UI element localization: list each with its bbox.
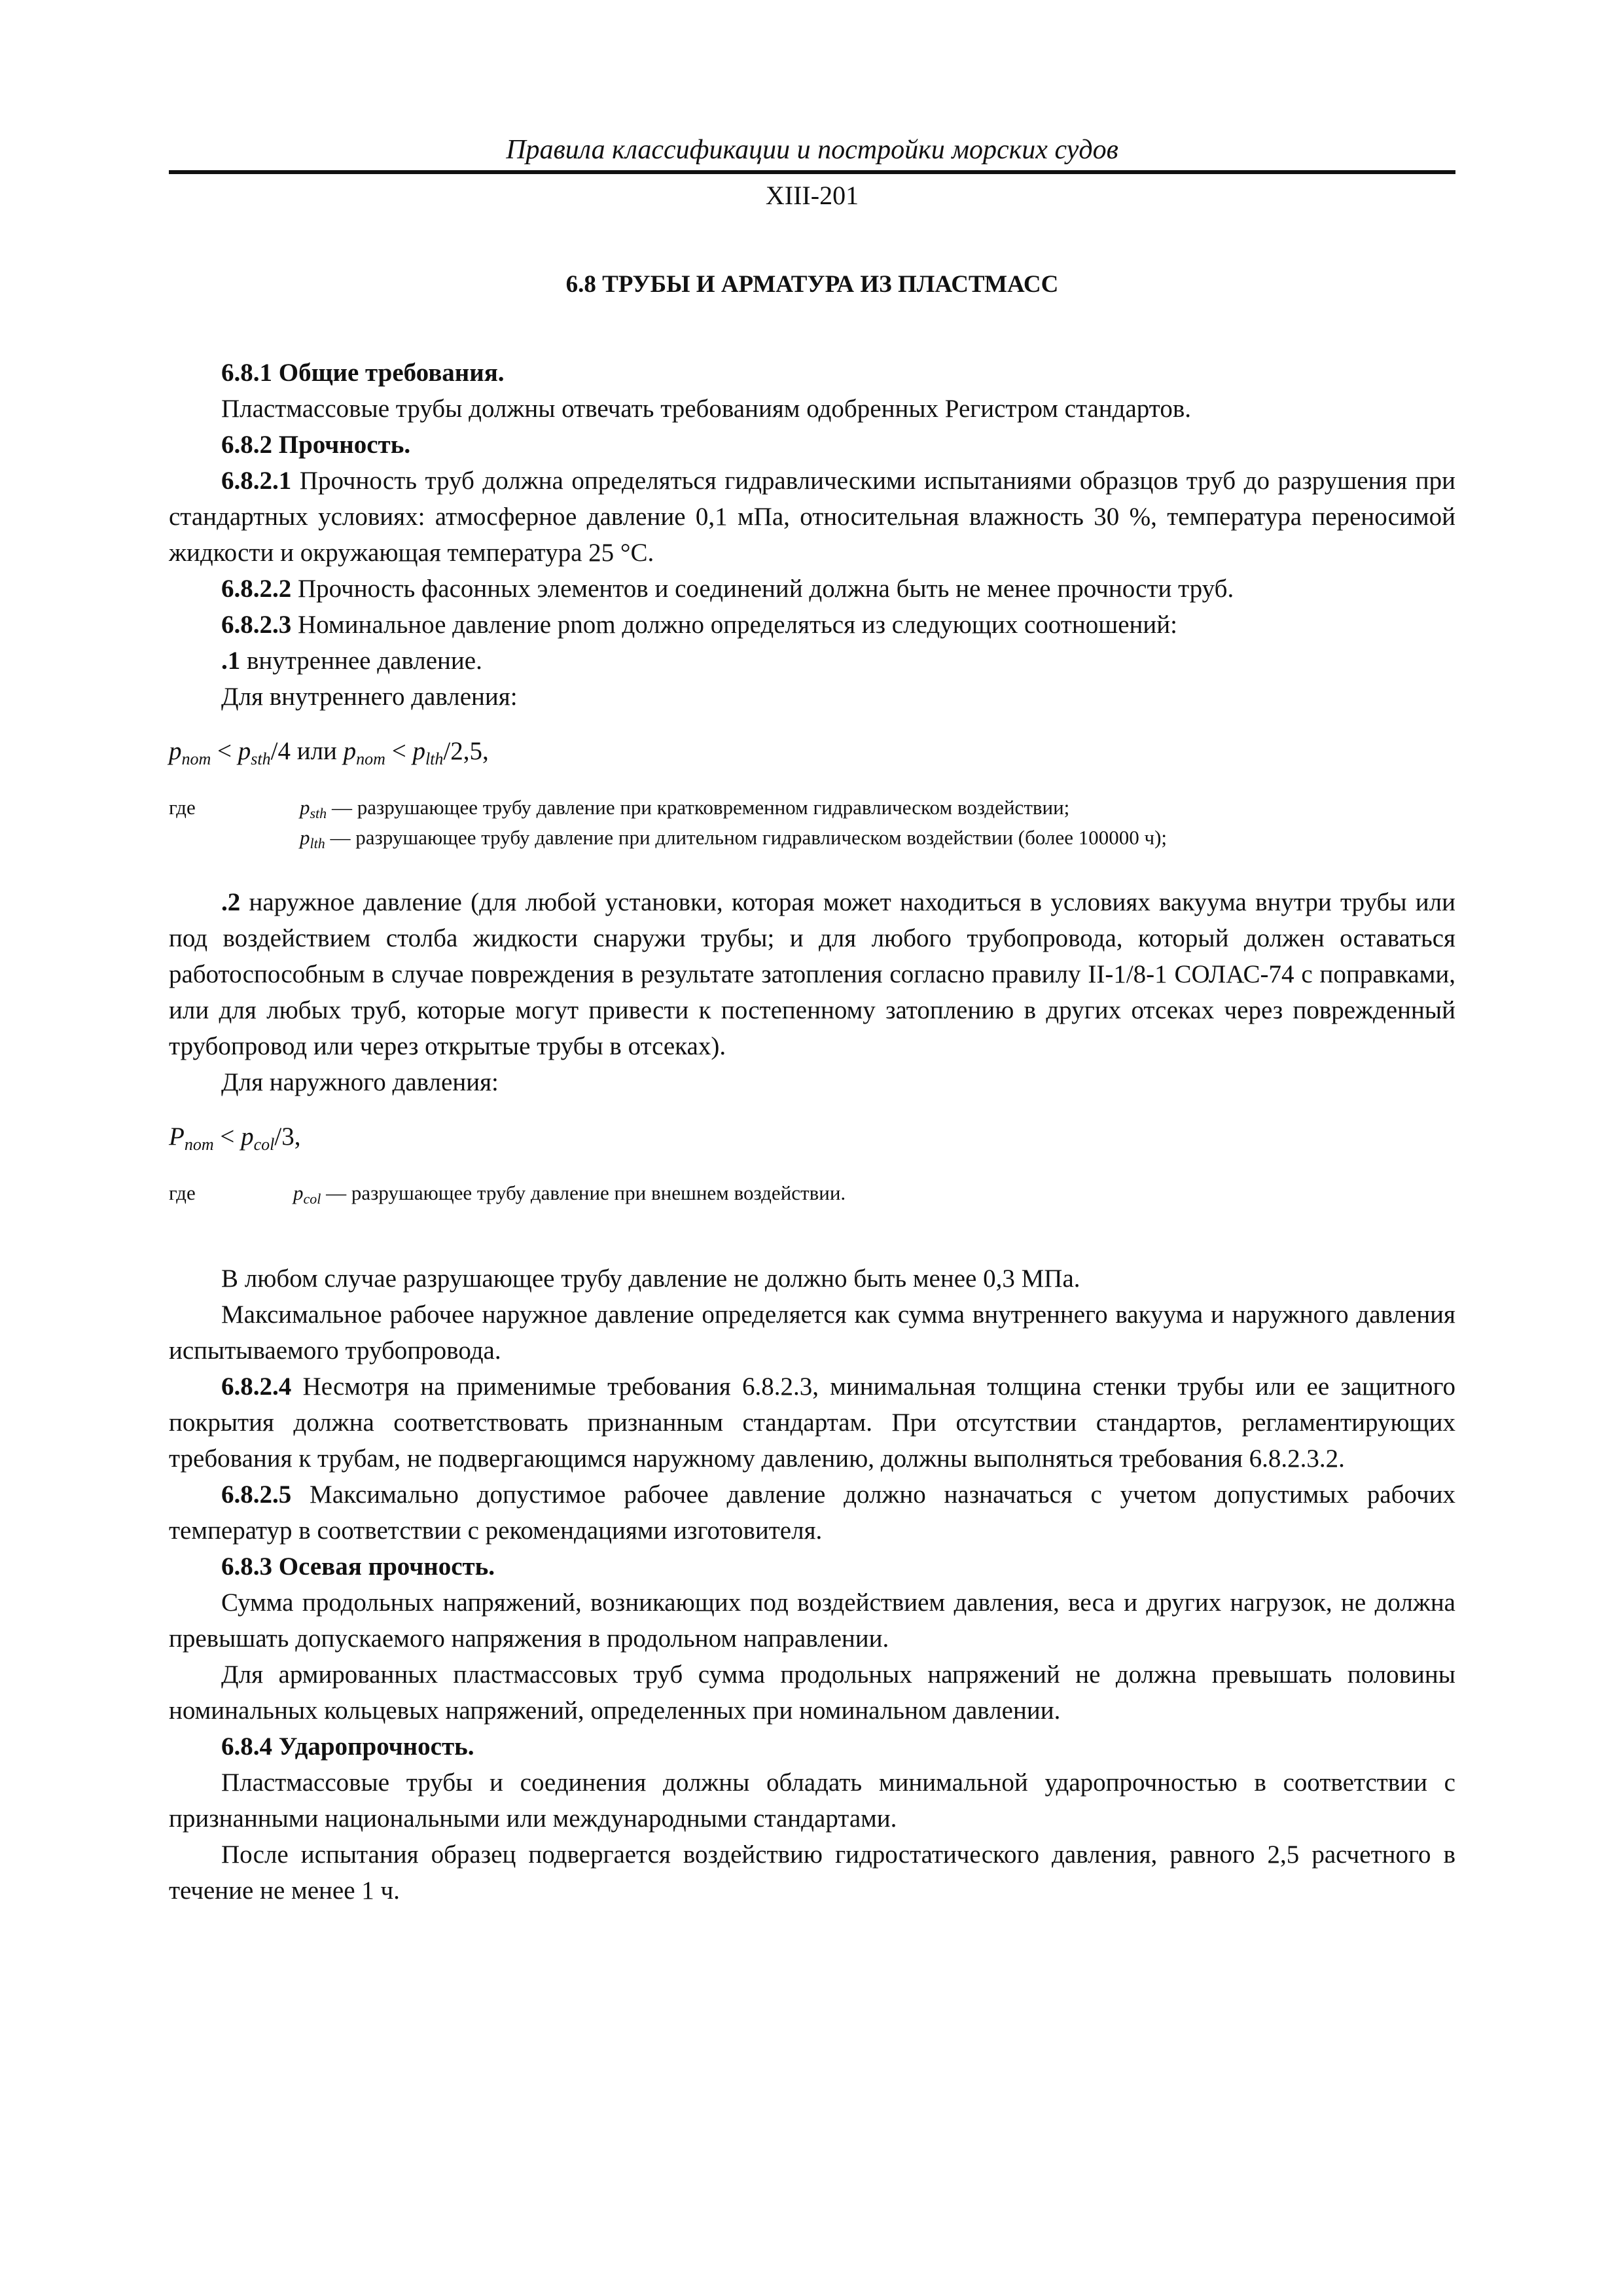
paragraph-6-8-2-3: [169, 607, 1455, 643]
heading-6-8-4: [169, 1729, 1455, 1765]
paragraph-min-pressure: В любом случае разрушающее трубу давление не должно быть менее 0,3 МПа.: [221, 1265, 1080, 1293]
item-number: .2: [221, 888, 241, 916]
paragraph-6-8-1: Пластмассовые трубы должны отвечать требованиям одобренных Регистром стандартов.: [221, 395, 1191, 423]
where-block-internal: [169, 795, 1455, 855]
heading-number: 6.8.1: [221, 359, 272, 387]
section-title: 6.8 ТРУБЫ И АРМАТУРА ИЗ ПЛАСТМАСС: [565, 271, 1059, 298]
clause-text: Номинальное давление pnom должно определяться из следующих соотношений:: [298, 611, 1177, 639]
where-row: [169, 825, 1455, 855]
item-1: [169, 643, 1455, 679]
clause-number: 6.8.2.3: [221, 611, 292, 639]
where-definition: $p_{sth}$ — разрушающее трубу давление при кратковременном гидравлическом воздействии;: [300, 796, 1070, 821]
external-pressure-label: Для наружного давления:: [221, 1068, 499, 1096]
heading-6-8-1: [169, 355, 1455, 391]
formula-external-pressure: $P_{nom} < p_{col}/3$,: [169, 1122, 301, 1154]
paragraph-max-external: Максимальное рабочее наружное давление определяется как сумма внутреннего вакуума и наружного давления испытываемого трубопровода.: [169, 1300, 1455, 1365]
where-definition: $p_{lth}$ — разрушающее трубу давление при длительном гидравлическом воздействии (более 100000 ч);: [300, 826, 1168, 852]
running-title: Правила классификации и постройки морских судов: [506, 135, 1118, 165]
heading-title: Осевая прочность.: [278, 1552, 495, 1581]
item-number: .1: [221, 647, 241, 675]
where-label: где: [169, 796, 196, 819]
internal-pressure-label: Для внутреннего давления:: [221, 683, 518, 711]
header-rule: [169, 170, 1455, 174]
heading-title: Общие требования.: [278, 359, 505, 387]
paragraph-6-8-4-a: Пластмассовые трубы и соединения должны обладать минимальной ударопрочностью в соответствии с признанными национальными или международными стандартами.: [169, 1768, 1455, 1833]
where-definition: $p_{col}$ — разрушающее трубу давление при внешнем воздействии.: [293, 1181, 846, 1207]
where-row: [169, 795, 1455, 825]
paragraph-6-8-4-b: После испытания образец подвергается воздействию гидростатического давления, равного 2,5 расчетного в течение не менее 1 ч.: [169, 1840, 1455, 1905]
where-row: [169, 1181, 1455, 1211]
clause-number: 6.8.2.2: [221, 575, 292, 603]
paragraph-6-8-3-a: Сумма продольных напряжений, возникающих под воздействием давления, веса и других нагрузок, не должна превышать допускаемого напряжения в продольном направлении.: [169, 1588, 1455, 1653]
heading-number: 6.8.4: [221, 1732, 272, 1761]
document-page: [169, 131, 1455, 1909]
paragraph-6-8-2-5: [169, 1477, 1455, 1549]
item-text: наружное давление (для любой установки, которая может находиться в условиях вакуума внутри трубы или под воздействием столба жидкости снаружи трубы; и для любого трубопровода, который должен оставаться работоспособным в случае повреждения в результате затопления согласно правилу II-1/8-1 СОЛАС-74 с поправками, или для любых труб, которые могут привести к постепенному затоплению в других отсеках через поврежденный трубопровод или через открытые трубы в отсеках).: [169, 888, 1456, 1060]
paragraph-6-8-2-2: [169, 571, 1455, 607]
heading-title: Прочность.: [278, 431, 411, 459]
clause-text: Прочность фасонных элементов и соединений должна быть не менее прочности труб.: [298, 575, 1234, 603]
heading-number: 6.8.2: [221, 431, 272, 459]
clause-text: Максимально допустимое рабочее давление должно назначаться с учетом допустимых рабочих температур в соответствии с рекомендациями изготовителя.: [169, 1480, 1455, 1545]
heading-6-8-3: [169, 1549, 1455, 1585]
clause-number: 6.8.2.5: [221, 1480, 292, 1509]
clause-number: 6.8.2.4: [221, 1372, 292, 1401]
page-number: XIII-201: [765, 181, 859, 210]
clause-number: 6.8.2.1: [221, 467, 292, 495]
clause-text: Прочность труб должна определяться гидравлическими испытаниями образцов труб до разрушения при стандартных условиях: атмосферное давление 0,1 мПа, относительная влажность 30 %, температура переносимой жидкости и окружающая температура 25 °С.: [169, 467, 1455, 567]
where-block-external: [169, 1181, 1455, 1211]
heading-6-8-2: [169, 427, 1455, 463]
item-2: [169, 884, 1455, 1064]
paragraph-6-8-3-b: Для армированных пластмассовых труб сумма продольных напряжений не должна превышать половины номинальных кольцевых напряжений, определенных при номинальном давлении.: [169, 1660, 1455, 1725]
formula-internal-pressure: $p_{nom} < p_{sth}/4$ или $p_{nom} < p_{lth}/2,5$,: [169, 737, 489, 768]
clause-text: Несмотря на применимые требования 6.8.2.3, минимальная толщина стенки трубы или ее защитного покрытия должна соответствовать признанным стандартам. При отсутствии стандартов, регламентирующих требования к трубам, не подвергающимся наружному давлению, должны выполняться требования 6.8.2.3.2.: [169, 1372, 1456, 1473]
heading-title: Ударопрочность.: [278, 1732, 474, 1761]
heading-number: 6.8.3: [221, 1552, 272, 1581]
paragraph-6-8-2-1: [169, 463, 1455, 571]
item-text: внутреннее давление.: [247, 647, 482, 675]
where-label: где: [169, 1181, 196, 1204]
paragraph-6-8-2-4: [169, 1369, 1455, 1477]
